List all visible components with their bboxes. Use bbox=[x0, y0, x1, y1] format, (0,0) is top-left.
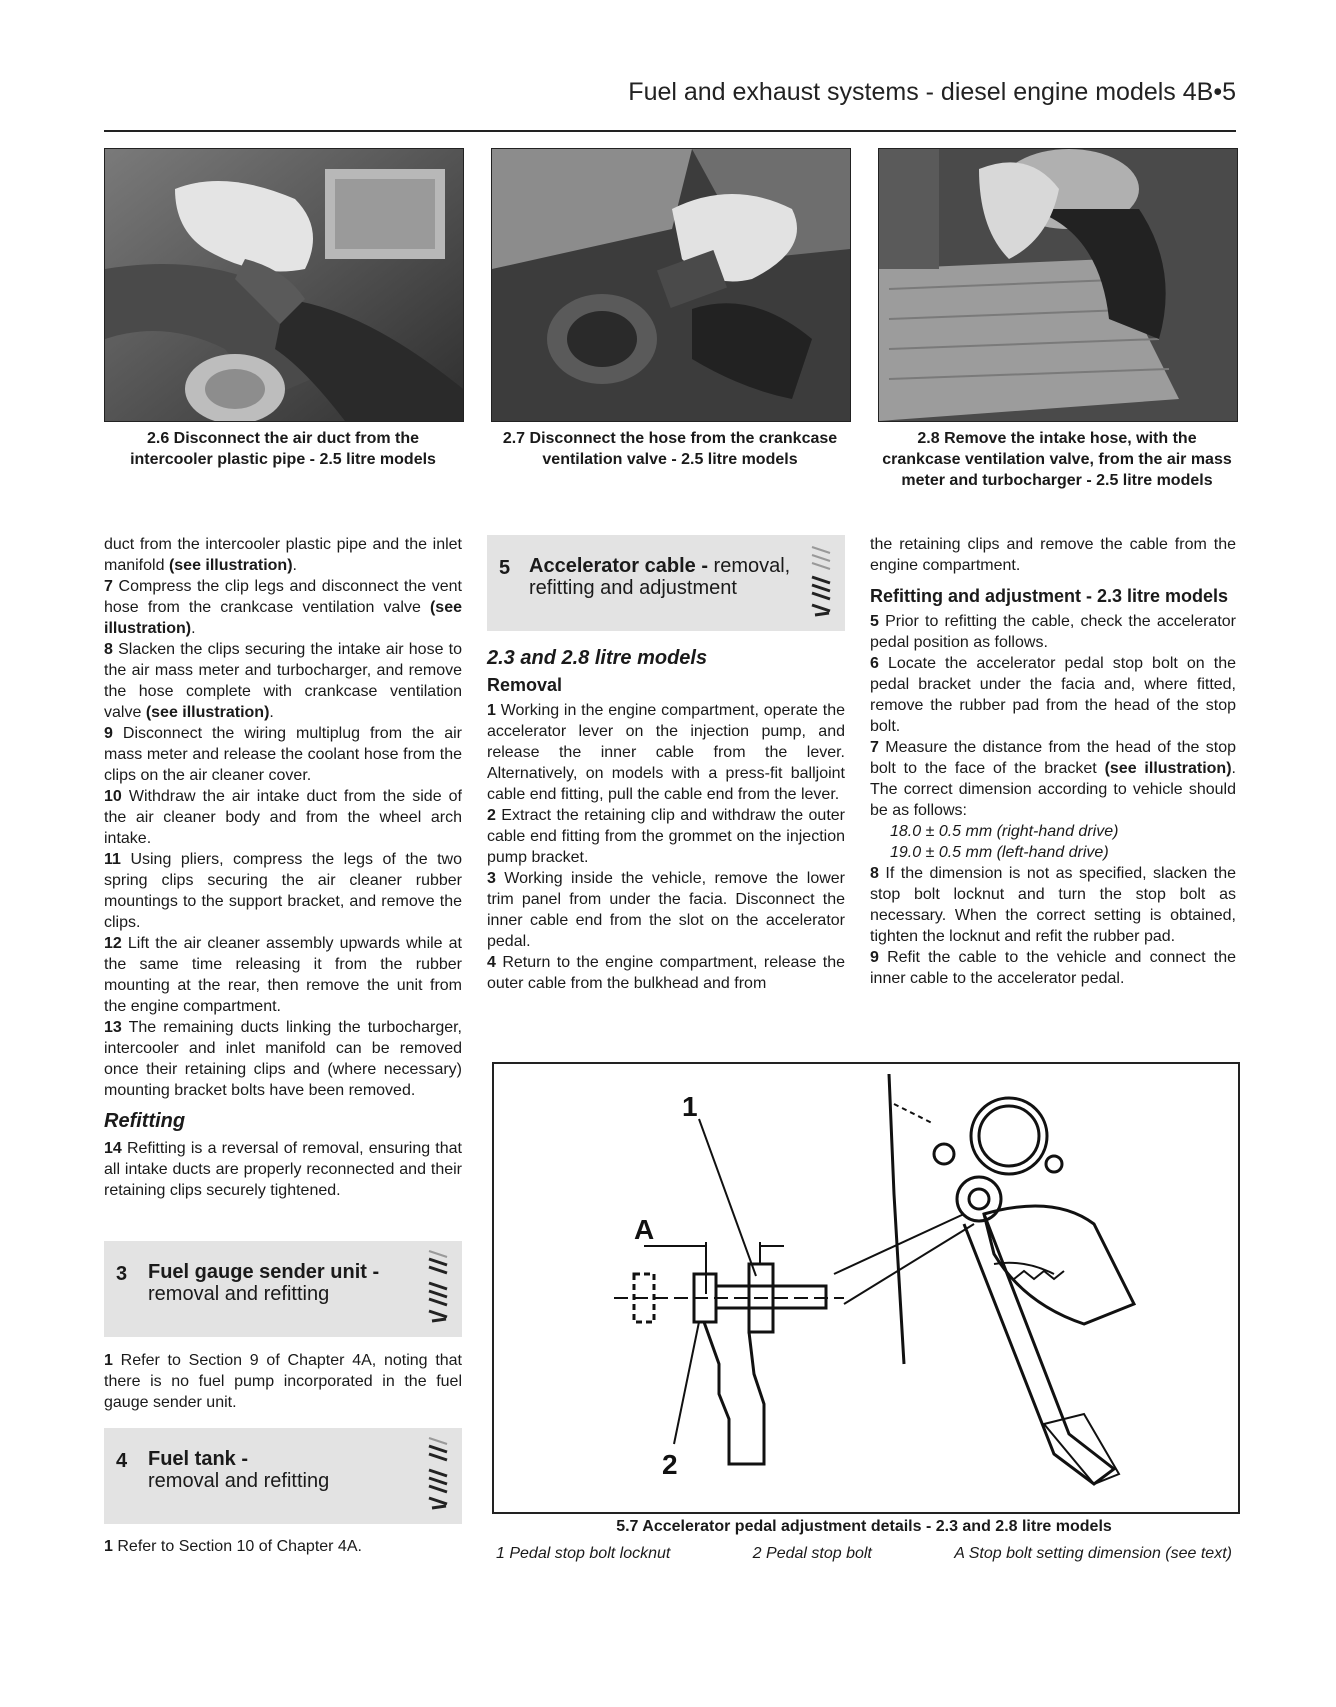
diagram-caption: 5.7 Accelerator pedal adjustment details - 2.3 and 2.8 litre models bbox=[616, 1518, 1112, 1535]
wrench-difficulty-icon bbox=[424, 1249, 454, 1334]
photo-2-7 bbox=[491, 148, 851, 422]
paragraph-9: 9 Disconnect the wiring multiplug from the air mass meter and release the coolant hose from the clips on the air cleaner cover. bbox=[104, 725, 462, 784]
models-heading: 2.3 and 2.8 litre models bbox=[487, 647, 708, 669]
section-3-heading-box bbox=[104, 1241, 462, 1337]
column-2: 2.3 and 2.8 litre models Removal 1 Working in the engine compartment, operate the accelerator lever on the injection pump, and release the inner cable from the lever. Alternatively, on models with a press-fit balljoint cable end fitting, pull the cable end from the lever. 2 Extract the retaining clip and withdraw the outer cable end fitting from the grommet on the injection pump bracket. 3 Working inside the vehicle, remove the lower trim panel from under the facia. Disconnect the inner cable end from the slot on the accelerator pedal. 4 Return to the engine compartment, release the outer cable from the bulkhead and from bbox=[487, 647, 845, 992]
paragraph-8: 8 Slacken the clips securing the intake air hose to the air mass meter and turbocharger, and remove the hose complete with crankcase ventilation valve (see illustration). bbox=[104, 641, 462, 721]
legend-item-a: A Stop bolt setting dimension (see text) bbox=[954, 1545, 1232, 1562]
paragraph-13: 13 The remaining ducts linking the turbocharger, intercooler and inlet manifold can be removed once their retaining clips and (where necessary) mounting bracket bolts have been removed. bbox=[104, 1019, 463, 1099]
diagram-label-a: A bbox=[634, 1214, 655, 1245]
section-3-body: 1 Refer to Section 9 of Chapter 4A, noting that there is no fuel pump incorporated in the fuel gauge sender unit. bbox=[104, 1352, 463, 1411]
removal-heading: Removal bbox=[487, 675, 563, 695]
accelerator-pedal-diagram bbox=[492, 1062, 1240, 1514]
photo-caption-2-6: 2.6 Disconnect the air duct from the intercooler plastic pipe - 2.5 litre models bbox=[130, 430, 436, 468]
paragraph-10: 10 Withdraw the air intake duct from the side of the air cleaner body and from the wheel arch intake. bbox=[104, 788, 463, 847]
dimension-rhd: 18.0 ± 0.5 mm (right-hand drive) bbox=[890, 823, 1119, 840]
diagram-legend bbox=[492, 1545, 1236, 1563]
page-title: Fuel and exhaust systems - diesel engine models 4B•5 bbox=[628, 78, 1236, 106]
wrench-difficulty-icon bbox=[424, 1436, 454, 1521]
column-3: the retaining clips and remove the cable from the engine compartment. Refitting and adjustment - 2.3 litre models 5 Prior to refitting the cable, check the accelerator pedal position as follows. 6 Locate the accelerator pedal stop bolt on the pedal bracket under the facia and, where fitted, remove the rubber pad from the head of the stop bolt. 7 Measure the distance from the head of the stop bolt to the face of the bracket (see illustration). The correct dimension according to vehicle should be as follows: 18.0 ± 0.5 mm (right-hand drive) 19.0 ± 0.5 mm (left-hand drive) 8 If the dimension is not as specified, slacken the stop bolt locknut and turn the stop bolt as necessary. When the correct setting is obtained, tighten the locknut and refit the rubber pad. 9 Refit the cable to the vehicle and connect the inner cable to the accelerator pedal. bbox=[870, 536, 1237, 987]
page-header bbox=[104, 70, 1236, 132]
section-4-heading-box bbox=[104, 1428, 462, 1524]
column-1 bbox=[104, 534, 462, 1201]
section-number: 4 bbox=[116, 1450, 128, 1472]
photo-2-6 bbox=[104, 148, 464, 422]
section-title: Accelerator cable - removal, refitting and adjustment bbox=[529, 555, 791, 599]
paragraph-7: 7 Compress the clip legs and disconnect the vent hose from the crankcase ventilation valve (see illustration). bbox=[104, 578, 463, 637]
paragraph: duct from the intercooler plastic pipe and the inlet manifold (see illustration). bbox=[104, 536, 462, 574]
paragraph-14: 14 Refitting is a reversal of removal, ensuring that all intake ducts are properly reconnected and their retaining clips securely tightened. bbox=[104, 1140, 462, 1199]
section-number: 3 bbox=[116, 1263, 128, 1285]
section-title: Fuel gauge sender unit - removal and refitting bbox=[148, 1261, 380, 1305]
paragraph-11: 11 Using pliers, compress the legs of the two spring clips securing the air cleaner rubber mountings to the support bracket, and remove the clips. bbox=[104, 851, 462, 931]
refitting-adjustment-heading: Refitting and adjustment - 2.3 litre models bbox=[870, 586, 1229, 606]
paragraph-12: 12 Lift the air cleaner assembly upwards while at the same time releasing it from the rubber mounting at the rear, then remove the unit from the engine compartment. bbox=[104, 935, 462, 1015]
legend-item-2: 2 Pedal stop bolt bbox=[752, 1545, 872, 1562]
legend-item-1: 1 Pedal stop bolt locknut bbox=[496, 1545, 671, 1562]
photo-caption-2-7: 2.7 Disconnect the hose from the crankcase ventilation valve - 2.5 litre models bbox=[502, 430, 838, 468]
diagram-label-2: 2 bbox=[662, 1449, 678, 1480]
dimension-lhd: 19.0 ± 0.5 mm (left-hand drive) bbox=[890, 844, 1109, 861]
section-4-body: 1 Refer to Section 10 of Chapter 4A. bbox=[104, 1538, 362, 1555]
diagram-label-1: 1 bbox=[682, 1091, 698, 1122]
section-number: 5 bbox=[499, 557, 511, 579]
section-5-heading-box bbox=[487, 535, 845, 631]
refitting-heading: Refitting bbox=[104, 1110, 186, 1132]
photo-caption-2-8: 2.8 Remove the intake hose, with the crankcase ventilation valve, from the air mass meter and turbocharger - 2.5 litre models bbox=[882, 430, 1232, 489]
section-title: Fuel tank - removal and refitting bbox=[148, 1448, 330, 1492]
wrench-difficulty-icon bbox=[807, 543, 837, 628]
photo-2-8 bbox=[878, 148, 1238, 422]
